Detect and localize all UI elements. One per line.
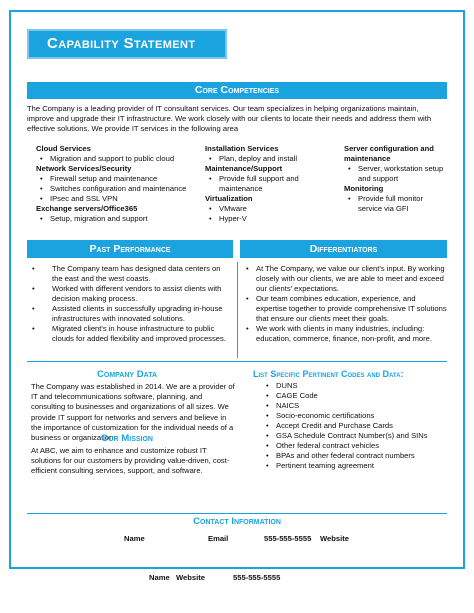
list-item: • Pertinent teaming agreement (262, 461, 452, 471)
list-item: • The Company team has designed data centers on the east and the west coasts. (28, 264, 233, 284)
virtualization-label: Virtualization (205, 194, 253, 203)
column-divider (237, 262, 238, 358)
footer-name: Name (149, 573, 170, 582)
core-intro: The Company is a leading provider of IT consultant services. Our team specializes in helping organizations maintain, improve and upgrade their IT infrastructure. We work closely with our clients to locate their needs and address them with effective solutions. We provide IT services in the following area (27, 104, 432, 134)
list-item: • Switches configuration and maintenance (36, 184, 204, 194)
past-performance-heading: Past Performance (27, 240, 233, 258)
maintenance-support-list (205, 174, 335, 194)
contact-email: Email (208, 534, 229, 543)
list-item: • NAICS (262, 401, 452, 411)
codes-list-box (262, 381, 452, 471)
list-item: • Provide full support and maintenance (205, 174, 335, 194)
list-item: • Migrated client's in house infrastructure to public clouds for added flexibility and improved processes. (28, 324, 233, 344)
installation-services-label: Installation Services (205, 144, 279, 153)
list-item: • GSA Schedule Contract Number(s) and SINs (262, 431, 452, 441)
virtualization-list (205, 204, 335, 224)
list-item: • DUNS (262, 381, 452, 391)
list-item: • Hyper-V (205, 214, 335, 224)
list-item: • VMware (205, 204, 335, 214)
past-performance-list-box (28, 264, 233, 344)
list-item: • BPAs and other federal contract numbers (262, 451, 452, 461)
contact-name: Name (124, 534, 145, 543)
monitoring-label: Monitoring (344, 184, 384, 193)
installation-services-list (205, 154, 335, 164)
contact-phone: 555-555-5555 (264, 534, 312, 543)
differentiators-heading: Differentiators (240, 240, 447, 258)
list-item: • Provide full monitor service via GFI (344, 194, 448, 214)
company-data-text: The Company was established in 2014. We are a provider of IT and telecommunications software, planning, and consulting to businesses and organizations of all sizes. We provide IT support for networks and servers and believe in the importance of customization for the individual needs of a business or organization. (31, 382, 235, 443)
list-item: • IPsec and SSL VPN (36, 194, 204, 204)
section-divider (27, 361, 447, 362)
list-item: • Assisted clients in successfully upgrading in-house infrastructures with innovated solutions. (28, 304, 233, 324)
core-competencies-heading: Core Competencies (27, 82, 447, 99)
list-item: • At The Company, we value our client's input. By working closely with our clients, we are able to meet and exceed our clients' expectations. (242, 264, 447, 294)
list-item: • Server, workstation setup and support (344, 164, 448, 184)
codes-list (262, 381, 452, 471)
codes-heading: List Specific Pertinent Codes and Data: (253, 369, 404, 379)
contact-website: Website (320, 534, 349, 543)
page-title: Capability Statement (27, 29, 227, 59)
footer-phone: 555-555-5555 (233, 573, 281, 582)
contact-divider (27, 513, 447, 514)
company-data-heading: Company Data (96, 369, 158, 380)
core-column-2 (205, 144, 335, 224)
list-item: • Other federal contract vehicles (262, 441, 452, 451)
our-mission-text: At ABC, we aim to enhance and customize robust IT solutions for our customers by providing value-driven, cost-efficient consulting services, support, and software. (31, 446, 230, 476)
exchange-servers-label: Exchange servers/Office365 (36, 204, 138, 213)
list-item: • CAGE Code (262, 391, 452, 401)
past-performance-list (28, 264, 233, 344)
list-item: • Worked with different vendors to assist clients with decision making process. (28, 284, 233, 304)
list-item: • Setup, migration and support (36, 214, 204, 224)
network-services-label: Network Services/Security (36, 164, 132, 173)
list-item: • Our team combines education, experience, and expertise together to provide comprehensive IT solutions that ensure our clients meet their goals. (242, 294, 447, 324)
list-item: • Accept Credit and Purchase Cards (262, 421, 452, 431)
differentiators-list (242, 264, 447, 344)
footer-website: Website (176, 573, 205, 582)
core-column-1 (36, 144, 204, 224)
server-configuration-label: Server configuration and maintenance (344, 144, 434, 163)
maintenance-support-label: Maintenance/Support (205, 164, 283, 173)
server-configuration-list (344, 164, 448, 184)
core-column-3 (344, 144, 448, 214)
contact-information-heading: Contact Information (193, 516, 281, 527)
our-mission-heading: Our Mission (101, 433, 153, 444)
list-item: • Socio-economic certifications (262, 411, 452, 421)
exchange-servers-list (36, 214, 204, 224)
list-item: • Migration and support to public cloud (36, 154, 204, 164)
cloud-services-label: Cloud Services (36, 144, 91, 153)
cloud-services-list (36, 154, 204, 164)
network-services-list (36, 174, 204, 204)
list-item: • Plan, deploy and install (205, 154, 335, 164)
list-item: • We work with clients in many industries, including: education, commerce, finance, non-profit, and more. (242, 324, 447, 344)
list-item: • Firewall setup and maintenance (36, 174, 204, 184)
monitoring-list (344, 194, 448, 214)
differentiators-list-box (242, 264, 447, 344)
